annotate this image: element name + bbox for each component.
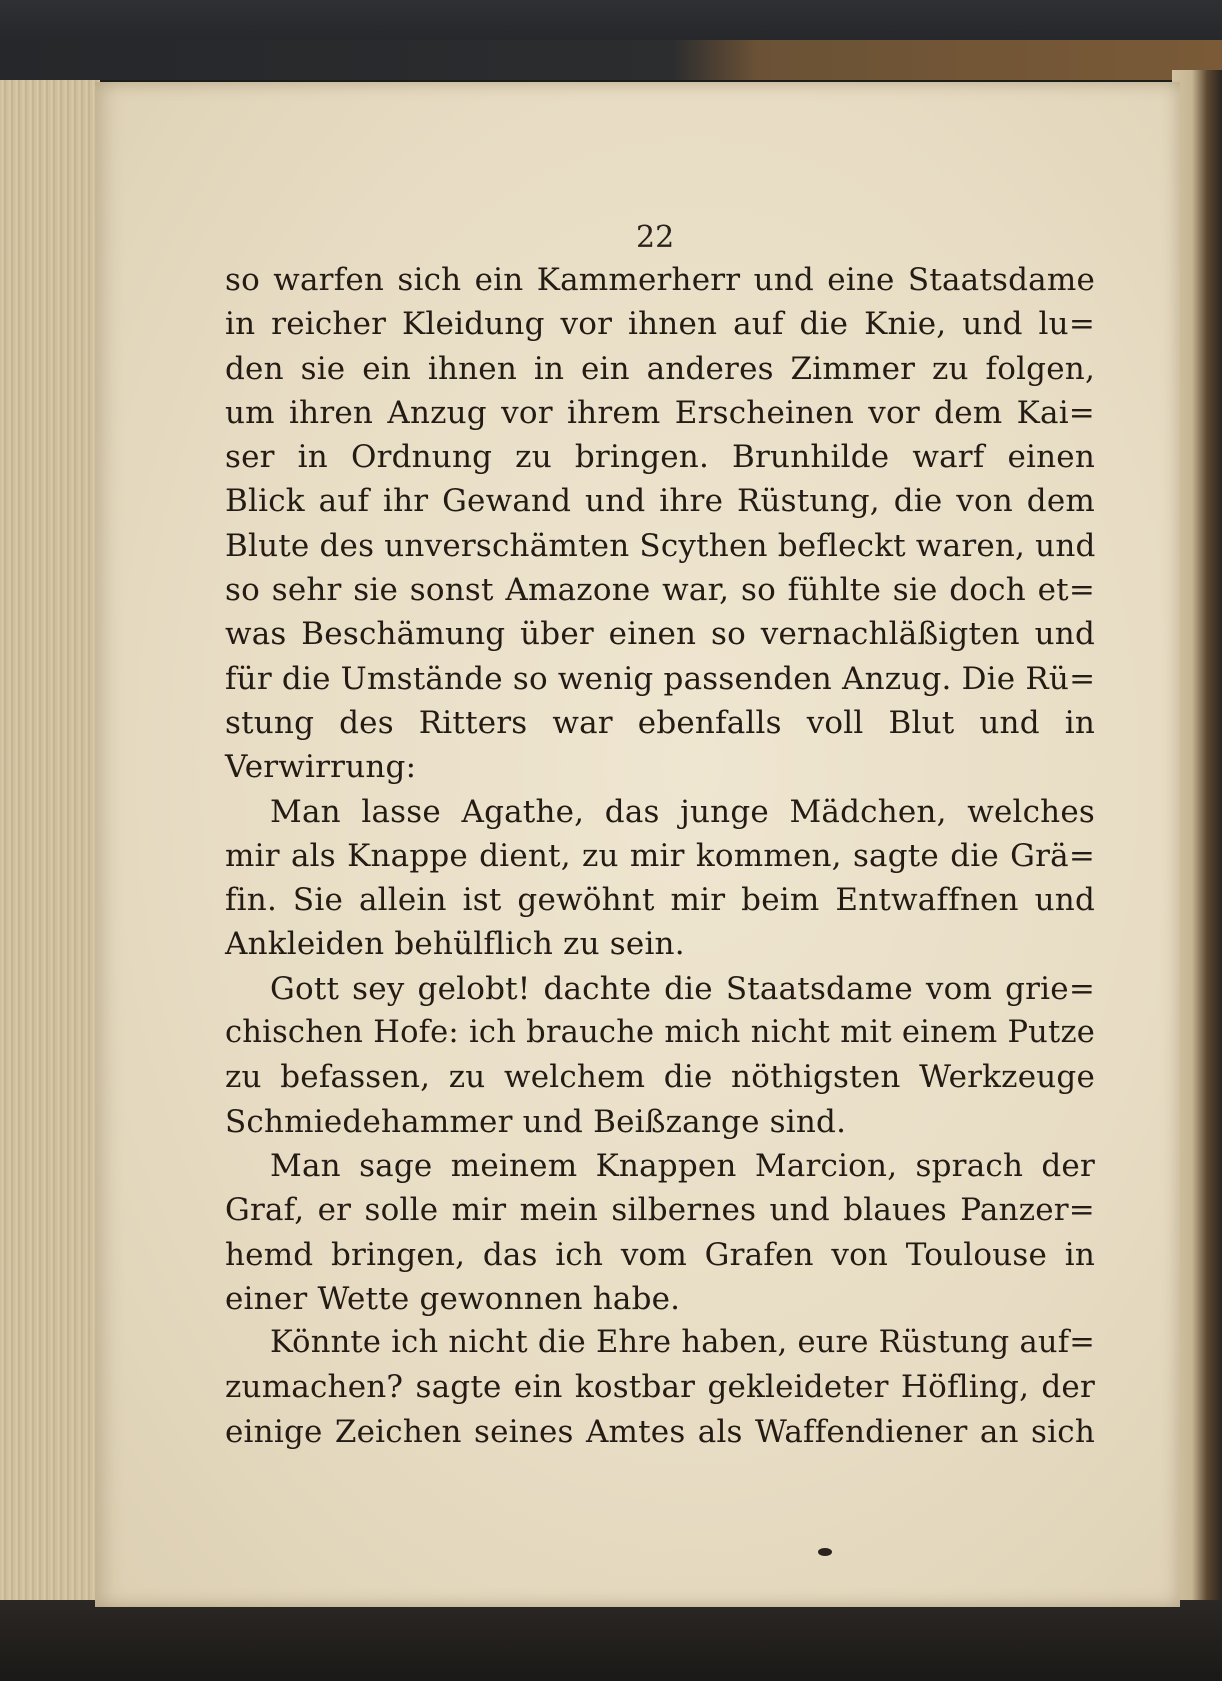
text-line: stung des Ritters war ebenfalls voll Blut und in [225,704,1095,741]
text-line: für die Umstände so wenig passenden Anzug. Die Rü= [225,660,1096,697]
text-line: so sehr sie sonst Amazone war, so fühlte sie doch et= [225,572,1095,609]
text-line: Verwirrung: [225,749,417,786]
book-spine-strip [0,40,1222,80]
text-line: Man lasse Agathe, das junge Mädchen, welches [270,793,1095,830]
text-line: um ihren Anzug vor ihrem Erscheinen vor dem Kai= [225,394,1095,431]
text-line: so warfen sich ein Kammerherr und eine Staatsdame [225,262,1095,298]
text-line: ser in Ordnung zu bringen. Brunhilde warf einen [225,439,1095,476]
text-line: Blick auf ihr Gewand und ihre Rüstung, die von dem [225,483,1095,520]
scan-bottom-background [0,1600,1222,1681]
text-line: mir als Knappe dient, zu mir kommen, sagte die Grä= [225,837,1095,874]
text-line: Ankleiden behülflich zu sein. [225,926,685,963]
text-line: zu befassen, zu welchem die nöthigsten Werkzeuge [225,1059,1095,1096]
text-line: Gott sey gelobt! dachte die Staatsdame vom grie= [270,970,1095,1007]
text-line: Schmiedehammer und Beißzange sind. [225,1103,847,1140]
text-line: Blute des unverschämten Scythen befleckt waren, und [225,527,1096,564]
text-line: einer Wette gewonnen habe. [225,1280,681,1317]
text-line: chischen Hofe: ich brauche mich nicht mit einem Putze [225,1015,1095,1051]
text-line: in reicher Kleidung vor ihnen auf die Knie, und lu= [225,306,1095,343]
ink-mark [818,1548,832,1556]
text-line: was Beschämung über einen so vernachläßigten und [225,616,1095,653]
page-stack-left-edge [0,80,100,1610]
text-line: Könnte ich nicht die Ehre haben, eure Rüstung auf= [270,1325,1095,1361]
page-body-text [225,258,1095,1454]
page-number: 22 [636,220,675,255]
text-line: zumachen? sagte ein kostbar gekleideter Höfling, der [225,1369,1095,1406]
text-line: hemd bringen, das ich vom Grafen von Toulouse in [225,1236,1095,1273]
scan-top-background [0,0,1222,70]
text-line: den sie ein ihnen in ein anderes Zimmer zu folgen, [225,350,1095,387]
text-line: fin. Sie allein ist gewöhnt mir beim Entwaffnen und [225,882,1095,919]
text-line: einige Zeichen seines Amtes als Waffendiener an sich [225,1413,1095,1450]
text-line: Man sage meinem Knappen Marcion, sprach der [270,1147,1095,1184]
text-line: Graf, er solle mir mein silbernes und blaues Panzer= [225,1192,1095,1229]
